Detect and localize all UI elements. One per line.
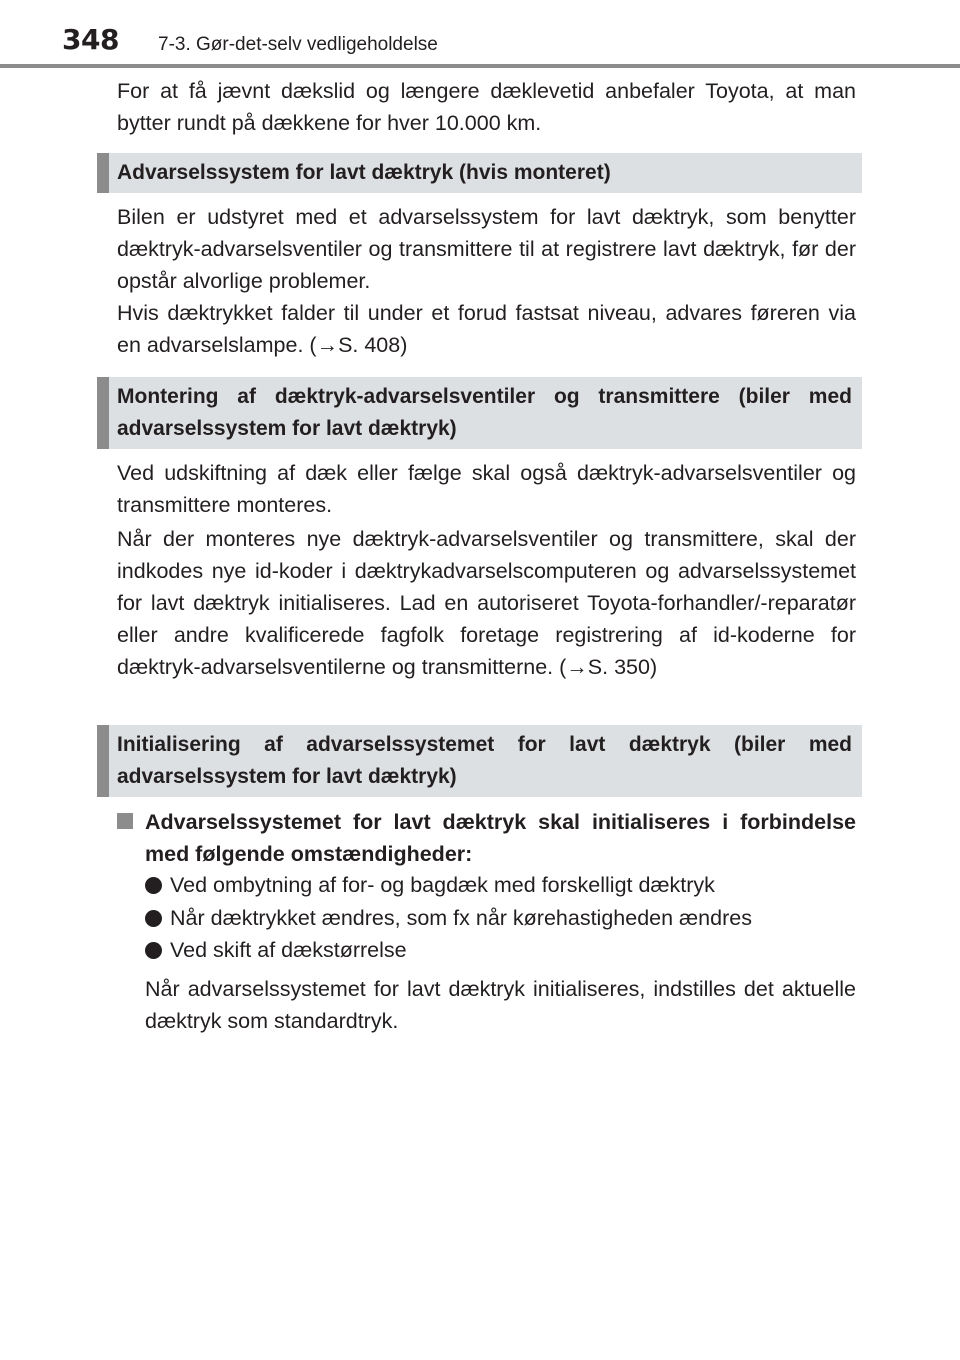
- section-heading-text: Montering af dæktryk-advarselsventiler og transmittere (biler med advarselssystem for lavt dæktryk): [117, 385, 852, 440]
- list-item-text: Ved skift af dækstørrelse: [170, 938, 407, 962]
- mounting-paragraph-1: Ved udskiftning af dæk eller fælge skal også dæktryk-advarselsventiler og transmittere monteres.: [117, 461, 856, 517]
- page-number: 348: [62, 23, 119, 56]
- list-item: [145, 934, 856, 966]
- initialisation-closing-paragraph: Når advarselssystemet for lavt dæktryk initialiseres, indstilles det aktuelle dæktryk som standardtryk.: [145, 977, 856, 1033]
- list-item: [145, 869, 856, 901]
- subheading-circumstances: [117, 806, 856, 870]
- mounting-paragraph-2: Når der monteres nye dæktryk-advarselsventiler og transmittere, skal der indkodes nye id-koder i dæktrykadvarselscomputeren og advarselssystemet for lavt dæktryk initialiseres. Lad en autoriseret Toyota-forhandler/-reparatør eller andre kvalificerede fagfolk foretage registrering af id-koderne for dæktryk-advarselsventilerne og transmitterne. (→S. 350): [117, 527, 856, 679]
- list-item: [145, 902, 856, 934]
- intro-paragraph: For at få jævnt dækslid og længere dæklevetid anbefaler Toyota, at man bytter rundt på dækkene for hver 10.000 km.: [117, 79, 856, 135]
- filled-circle-icon: [145, 910, 162, 927]
- section-heading-text: Initialisering af advarselssystemet for lavt dæktryk (biler med advarselssystem for lavt dæktryk): [117, 733, 852, 788]
- header-divider: [0, 64, 960, 68]
- square-marker-icon: [117, 813, 133, 829]
- section-heading-text: Advarselssystem for lavt dæktryk (hvis monteret): [117, 161, 611, 184]
- tpms-paragraph-1: Bilen er udstyret med et advarselssystem for lavt dæktryk, som benytter dæktryk-advarselsventiler og transmittere til at registrere lavt dæktryk, før der opstår alvorlige problemer.: [117, 205, 856, 293]
- section-heading-mounting: [97, 377, 862, 449]
- section-heading-tpms: [97, 153, 862, 193]
- subheading-text: Advarselssystemet for lavt dæktryk skal initialiseres i forbindelse med følgende omstændigheder:: [145, 810, 856, 866]
- list-item-text: Når dæktrykket ændres, som fx når kørehastigheden ændres: [170, 906, 752, 930]
- tpms-paragraph-2: Hvis dæktrykket falder til under et forud fastsat niveau, advares føreren via en advarselslampe. (→S. 408): [117, 301, 856, 357]
- filled-circle-icon: [145, 877, 162, 894]
- list-item-text: Ved ombytning af for- og bagdæk med forskelligt dæktryk: [170, 873, 715, 897]
- filled-circle-icon: [145, 942, 162, 959]
- section-heading-initialisation: [97, 725, 862, 797]
- section-title: 7-3. Gør-det-selv vedligeholdelse: [158, 34, 438, 55]
